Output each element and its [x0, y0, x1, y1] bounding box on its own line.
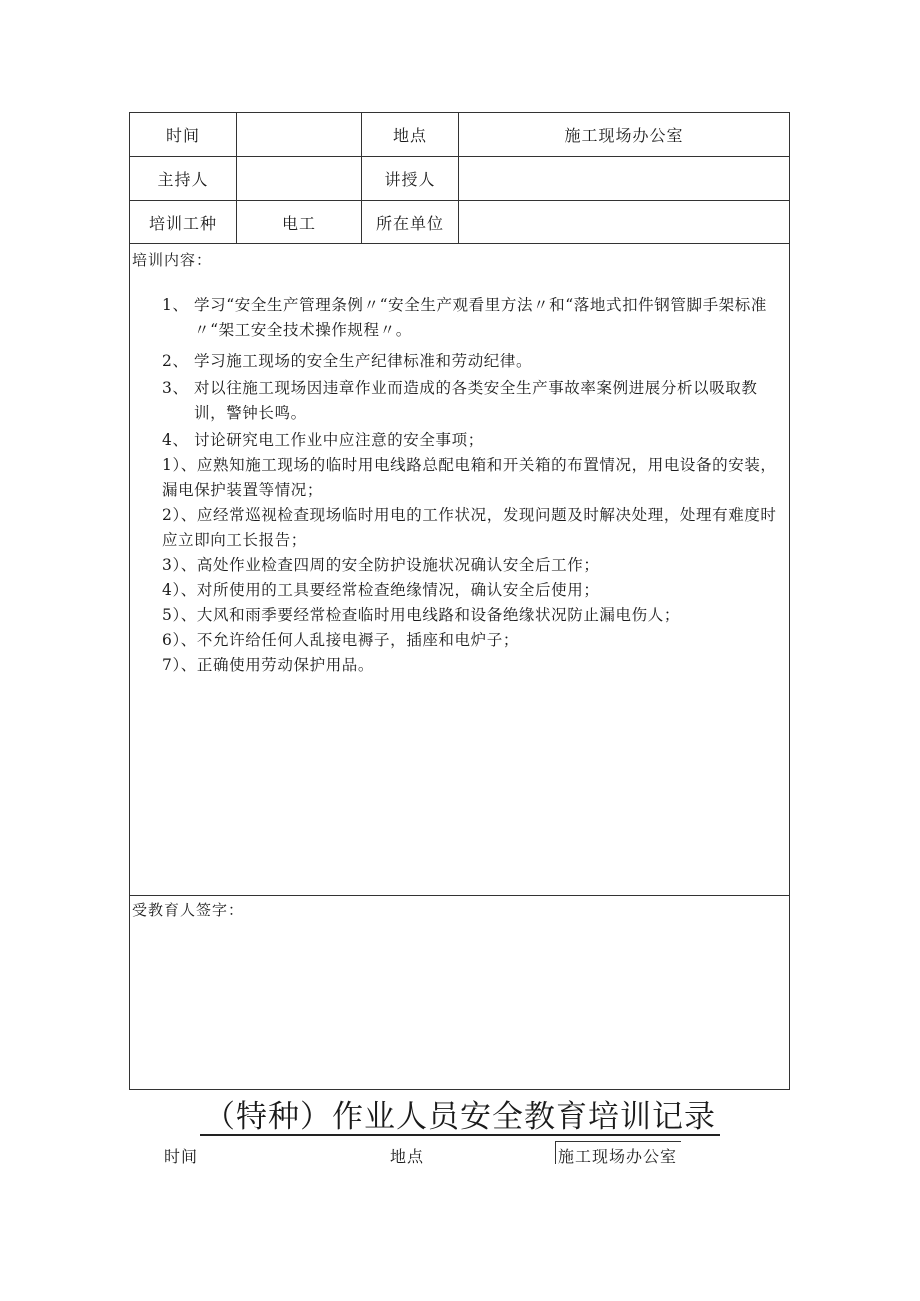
training-item	[162, 349, 788, 374]
sub-item: 7）、正确使用劳动保护用品。	[162, 656, 375, 674]
row-divider	[130, 895, 789, 896]
trade-label: 培训工种	[148, 213, 217, 233]
training-content	[162, 293, 788, 678]
host-label: 主持人	[157, 170, 209, 189]
sub-item: 2）、应经常巡视检查现场临时用电的工作状况，发现问题及时解决处理，处理有难度时应立即向工长报告；	[162, 506, 777, 549]
page-title: （特种）作业人员安全教育培训记录	[204, 1099, 716, 1135]
trade-value[interactable]: 电工	[281, 213, 316, 233]
next-location-value[interactable]: 施工现场办公室	[558, 1147, 678, 1166]
host-value[interactable]	[237, 157, 361, 200]
signature-area[interactable]	[130, 925, 789, 1087]
training-item	[162, 293, 788, 343]
lecturer-value[interactable]	[459, 157, 789, 200]
next-location-label: 地点	[390, 1147, 425, 1166]
training-content-label: 培训内容：	[132, 251, 213, 269]
item-number: 1、	[162, 296, 189, 314]
location-label: 地点	[392, 126, 427, 145]
sub-item: 6）、不允许给任何人乱接电褥子，插座和电炉子；	[162, 631, 519, 649]
lecturer-label: 讲授人	[384, 170, 436, 189]
sub-item: 3）、高处作业检查四周的安全防护设施状况确认安全后工作；	[162, 556, 600, 574]
unit-value[interactable]	[459, 201, 789, 243]
time-value[interactable]	[237, 113, 361, 156]
training-item	[162, 428, 788, 453]
item-text: 讨论研究电工作业中应注意的安全事项；	[194, 431, 484, 449]
training-item	[162, 376, 788, 426]
unit-label: 所在单位	[375, 213, 444, 233]
item-text: 学习施工现场的安全生产纪律标准和劳动纪律。	[194, 352, 533, 370]
sub-item: 1）、应熟知施工现场的临时用电线路总配电箱和开关箱的布置情况，用电设备的安装，漏电保护装置等情况；	[162, 456, 777, 499]
location-value[interactable]: 施工现场办公室	[564, 126, 684, 145]
item-number: 3、	[162, 379, 189, 397]
next-time-label: 时间	[164, 1147, 199, 1166]
time-label: 时间	[165, 126, 200, 145]
title-underline	[200, 1134, 720, 1136]
item-number: 2、	[162, 352, 189, 370]
item-number: 4、	[162, 431, 189, 449]
item-text: 对以往施工现场因违章作业而造成的各类安全生产事故率案例进展分析以吸取教训，警钟长鸣。	[194, 379, 758, 422]
sub-item: 5）、大风和雨季要经常检查临时用电线路和设备绝缘状况防止漏电伤人；	[162, 606, 680, 624]
sub-item: 4）、对所使用的工具要经常检查绝缘情况，确认安全后使用；	[162, 581, 600, 599]
item-text: 学习“安全生产管理条例〃“安全生产观看里方法〃和“落地式扣件钢管脚手架标准〃“架工安全技术操作规程〃。	[194, 296, 767, 339]
training-record-form	[129, 112, 790, 1090]
signature-label: 受教育人签字：	[132, 901, 245, 919]
row-divider	[130, 243, 789, 244]
